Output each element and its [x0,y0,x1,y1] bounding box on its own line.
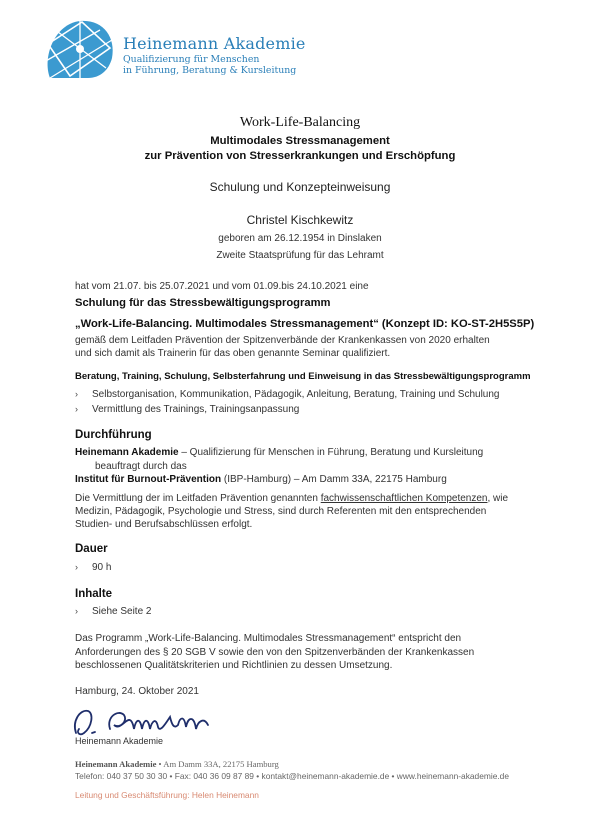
brand-name: Heinemann Akademie [123,34,306,53]
bullet-icon: › [75,562,78,572]
closing-line-2: Anforderungen des § 20 SGB V sowie den von den Spitzenverbänden der Krankenkassen [75,647,475,658]
duration-value: › 90 h [75,562,112,573]
course-type: Schulung und Konzepteinweisung [209,180,391,194]
closing-line-3: beschlossenen Qualitätskriterien und Richtlinien zu dessen Umsetzung. [75,660,393,671]
closing-line-1: Das Programm „Work-Life-Balancing. Multimodales Stressmanagement“ entspricht den [75,633,462,644]
bullet-icon: › [75,606,78,616]
signature-caption: Heinemann Akademie [75,736,164,746]
list-item: › Selbstorganisation, Kommunikation, Pädagogik, Anleitung, Beratung, Training und Schulung [75,389,500,400]
bullet-icon: › [75,404,78,414]
competence-heading: Beratung, Training, Schulung, Selbsterfahrung und Einweisung in das Stressbewältigungsprogramm [75,371,531,382]
birth-info: geboren am 26.12.1954 in Dinslaken [218,233,382,244]
mediation-line-3: Studien- und Berufsabschlüssen erfolgt. [75,519,253,530]
execution-heading: Durchführung [75,429,152,441]
certificate-subtitle-2: zur Prävention von Stresserkrankungen und Erschöpfung [144,150,456,162]
institute-line: Institut für Burnout-Prävention (IBP-Hamburg) – Am Damm 33A, 22175 Hamburg [75,474,447,485]
contents-value: › Siehe Seite 2 [75,606,152,617]
bullet-icon: › [75,389,78,399]
guideline-line-2: und sich damit als Trainerin für das oben genannte Seminar qualifiziert. [75,348,391,359]
footer-management: Leitung und Geschäftsführung: Helen Heinemann [75,790,259,800]
academy-logo [40,18,118,80]
guideline-line-1: gemäß dem Leitfaden Prävention der Spitzenverbände der Krankenkassen von 2020 erhalten [75,335,490,346]
list-item: › Vermittlung des Trainings, Trainingsanpassung [75,404,300,415]
certificate-subtitle-1: Multimodales Stressmanagement [210,135,390,147]
contents-heading: Inhalte [75,588,113,600]
training-period: hat vom 21.07. bis 25.07.2021 und vom 01.09.bis 24.10.2021 eine [75,281,369,292]
footer-contact: Telefon: 040 37 50 30 30 • Fax: 040 36 09 87 89 • kontakt@heinemann-akademie.de • www.heinemann-akademie.de [75,771,510,781]
program-name: „Work-Life-Balancing. Multimodales Stressmanagement“ (Konzept ID: KO-ST-2H5S5P) [75,318,535,330]
commission-text: beauftragt durch das [95,461,187,472]
brand-tagline-1: Qualifizierung für Menschen [123,54,260,65]
brand-tagline-2: in Führung, Beratung & Kursleitung [123,65,297,76]
qualification: Zweite Staatsprüfung für das Lehramt [216,250,384,261]
certificate-title: Work-Life-Balancing [239,115,361,130]
footer-address: Heinemann Akademie • Am Damm 33A, 22175 Hamburg [75,759,279,769]
academy-line: Heinemann Akademie – Qualifizierung für Menschen in Führung, Beratung und Kursleitung [75,447,484,458]
place-date: Hamburg, 24. Oktober 2021 [75,686,199,697]
signature-image [70,703,220,739]
recipient-name: Christel Kischkewitz [246,213,354,227]
mediation-line-1: Die Vermittlung der im Leitfaden Prävention genannten fachwissenschaftlichen Kompetenzen, wie [75,493,509,504]
duration-heading: Dauer [75,543,108,555]
mediation-line-2: Medizin, Pädagogik, Psychologie und Stress, sind durch Referenten mit den entsprechenden [75,506,487,517]
program-heading: Schulung für das Stressbewältigungsprogramm [75,297,331,309]
